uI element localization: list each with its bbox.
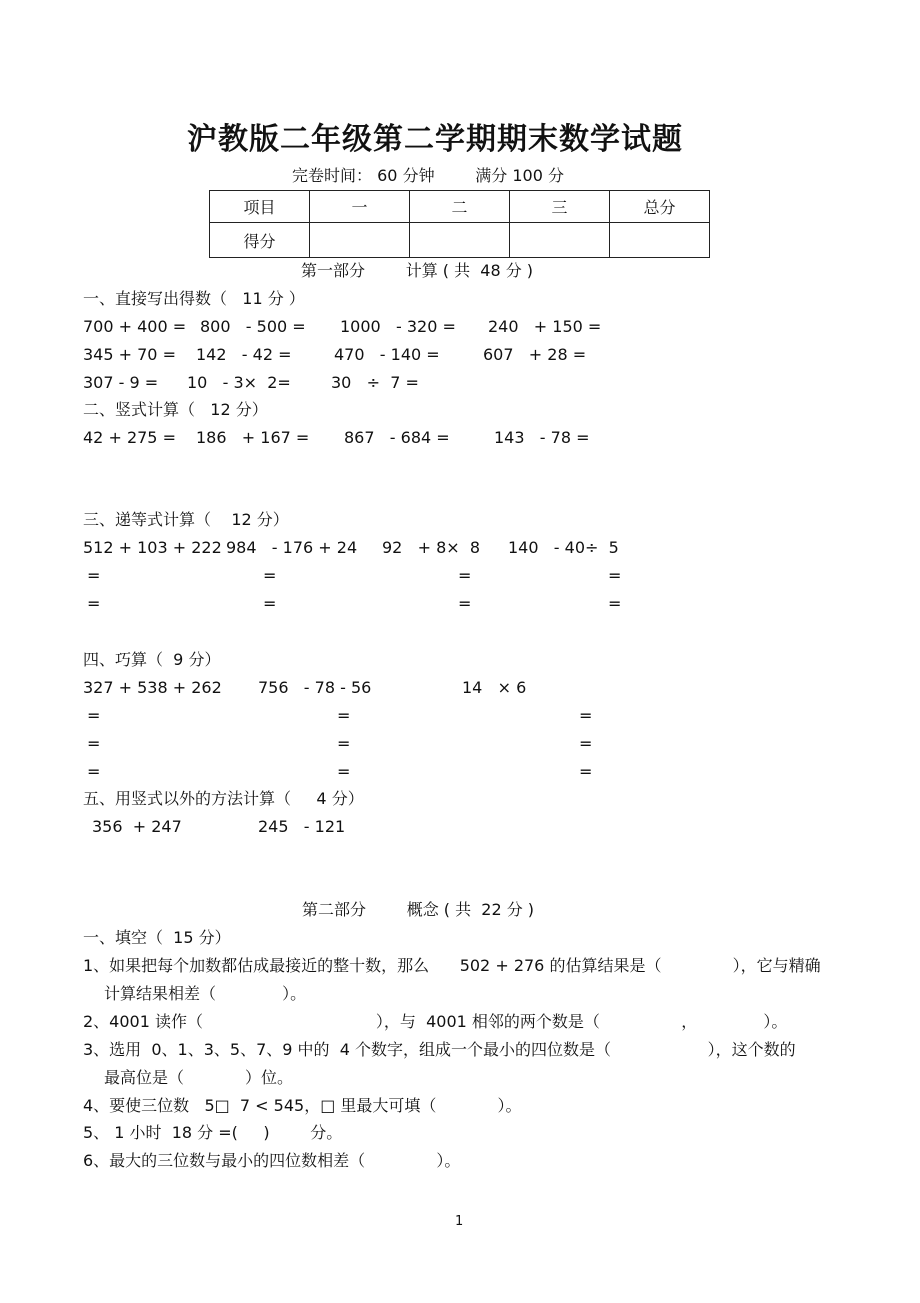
mental-math-item: 307 - 9 = (83, 373, 159, 392)
mental-math-item: 142 - 42 = (196, 345, 292, 364)
question-1-cont: 计算结果相差（ ）。 (104, 984, 307, 1003)
section1-title: 一、直接写出得数（ 11 分 ） (83, 289, 305, 308)
exam-subtitle: 完卷时间： 60 分钟 满分 100 分 (292, 166, 564, 185)
clever-calc-item: 14 × 6 (462, 678, 527, 697)
mental-math-item: 240 + 150 = (488, 317, 602, 336)
step-calc-item: 512 + 103 + 222 (83, 538, 222, 557)
score-cell-total (610, 223, 710, 258)
score-cell-part-2 (410, 223, 510, 258)
mental-math-item: 10 - 3× 2= (187, 373, 291, 392)
section5-title: 五、用竖式以外的方法计算（ 4 分） (83, 789, 364, 808)
score-header-part-1: 一 (310, 191, 410, 223)
mental-math-item: 1000 - 320 = (340, 317, 456, 336)
question-5: 5、 1 小时 18 分 =( ) 分。 (83, 1123, 343, 1142)
question-2: 2、4001 读作（ ），与 4001 相邻的两个数是（ ， ）。 (83, 1012, 788, 1031)
equals-sign: = (337, 762, 351, 781)
question-1: 1、如果把每个加数都估成最接近的整十数，那么 502 + 276 的估算结果是（ ），它与精确 (83, 956, 821, 975)
mental-math-item: 470 - 140 = (334, 345, 440, 364)
equals-sign: = (337, 734, 351, 753)
equals-sign: = (608, 566, 622, 585)
score-cell-part-3 (510, 223, 610, 258)
part2-title: 第二部分 概念 ( 共 22 分 ) (302, 900, 535, 919)
question-3: 3、选用 0、1、3、5、7、9 中的 4 个数字，组成一个最小的四位数是（ ），这个数的 (83, 1040, 796, 1059)
score-cell-part-1 (310, 223, 410, 258)
equals-sign: = (458, 566, 472, 585)
mental-math-item: 800 - 500 = (200, 317, 306, 336)
vertical-calc-item: 867 - 684 = (344, 428, 450, 447)
question-3-cont: 最高位是（ ）位。 (104, 1068, 294, 1087)
alt-method-item: 245 - 121 (258, 817, 346, 836)
score-header-item: 项目 (210, 191, 310, 223)
equals-sign: = (337, 706, 351, 725)
question-4: 4、要使三位数 5□ 7 < 545，□ 里最大可填（ ）。 (83, 1096, 522, 1115)
equals-sign: = (579, 762, 593, 781)
section4-title: 四、巧算（ 9 分） (83, 650, 221, 669)
section3-title: 三、递等式计算（ 12 分） (83, 510, 289, 529)
clever-calc-item: 756 - 78 - 56 (258, 678, 372, 697)
step-calc-item: 92 + 8× 8 (382, 538, 481, 557)
equals-sign: = (579, 734, 593, 753)
equals-sign: = (458, 594, 472, 613)
score-header-part-2: 二 (410, 191, 510, 223)
vertical-calc-item: 186 + 167 = (196, 428, 310, 447)
mental-math-item: 345 + 70 = (83, 345, 176, 364)
equals-sign: = (579, 706, 593, 725)
equals-sign: = (263, 566, 277, 585)
mental-math-item: 30 ÷ 7 = (331, 373, 419, 392)
score-table (209, 190, 710, 258)
equals-sign: = (608, 594, 622, 613)
part1-title: 第一部分 计算 ( 共 48 分 ) (301, 261, 534, 280)
alt-method-item: 356 + 247 (92, 817, 182, 836)
vertical-calc-item: 143 - 78 = (494, 428, 590, 447)
score-header-total: 总分 (610, 191, 710, 223)
section2-title: 二、竖式计算（ 12 分） (83, 400, 268, 419)
fill-blank-title: 一、填空（ 15 分） (83, 928, 231, 947)
page-number: 1 (455, 1214, 464, 1229)
mental-math-item: 700 + 400 = (83, 317, 187, 336)
clever-calc-item: 327 + 538 + 262 (83, 678, 222, 697)
equals-sign: = (87, 566, 101, 585)
mental-math-item: 607 + 28 = (483, 345, 587, 364)
step-calc-item: 140 - 40÷ 5 (508, 538, 619, 557)
score-row-label: 得分 (210, 223, 310, 258)
question-6: 6、最大的三位数与最小的四位数相差（ ）。 (83, 1151, 461, 1170)
equals-sign: = (263, 594, 277, 613)
page-title: 沪教版二年级第二学期期末数学试题 (187, 122, 683, 157)
equals-sign: = (87, 594, 101, 613)
equals-sign: = (87, 734, 101, 753)
step-calc-item: 984 - 176 + 24 (226, 538, 358, 557)
equals-sign: = (87, 706, 101, 725)
equals-sign: = (87, 762, 101, 781)
score-header-part-3: 三 (510, 191, 610, 223)
vertical-calc-item: 42 + 275 = (83, 428, 176, 447)
